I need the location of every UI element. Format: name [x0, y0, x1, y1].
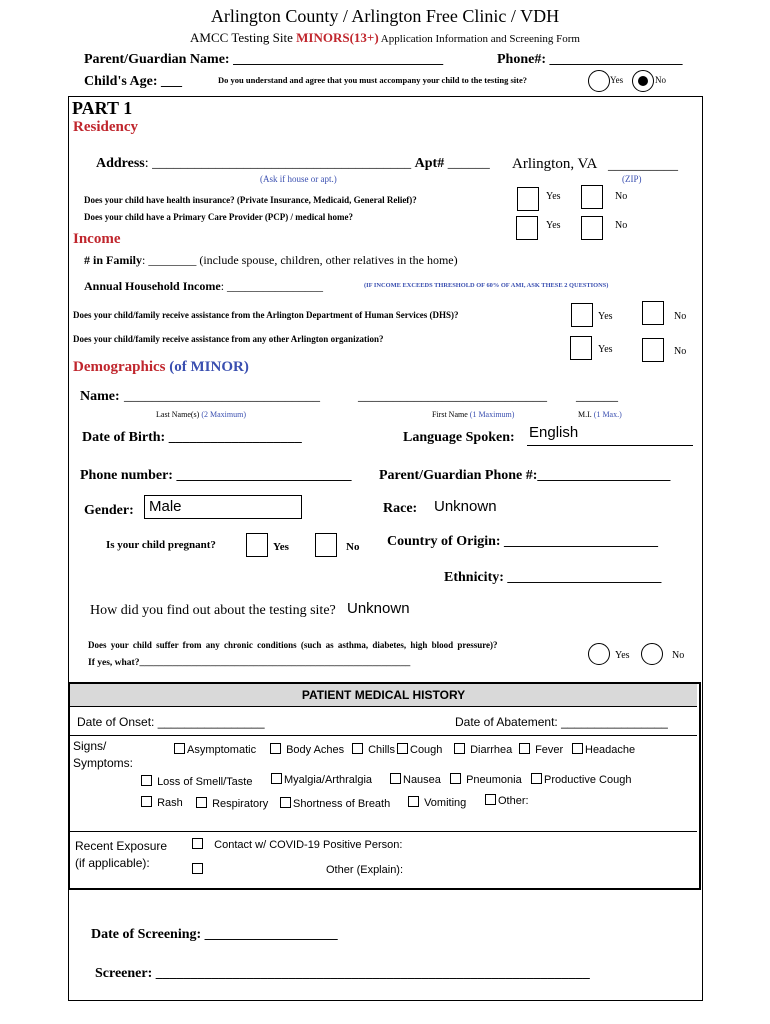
checkbox-icon[interactable] — [572, 743, 583, 754]
dhs-yes-checkbox[interactable] — [571, 303, 593, 327]
mi-note — [578, 410, 622, 419]
pcp-yes-label: Yes — [546, 220, 561, 231]
symptom-body-aches[interactable] — [270, 743, 344, 756]
symptom-chills[interactable] — [352, 743, 395, 756]
annual-label: Annual Household Income — [84, 279, 221, 293]
onset-divider — [70, 735, 697, 736]
subtitle-prefix: AMCC Testing Site — [190, 30, 297, 45]
pregnant-question: Is your child pregnant? — [106, 539, 216, 551]
address-row — [96, 156, 490, 172]
city-label: Arlington, VA — [512, 156, 598, 172]
checkbox-icon[interactable] — [192, 838, 203, 849]
dob-label: Date of Birth: ___________________ — [82, 430, 302, 445]
mi-max: (1 Max.) — [593, 410, 622, 419]
accompany-no-radio[interactable] — [632, 70, 654, 92]
race-label: Race: — [383, 501, 418, 516]
symptom-label: Myalgia/Arthralgia — [284, 774, 373, 786]
mi-note-text: M.I. — [578, 410, 594, 419]
pregnant-no-label: No — [346, 541, 360, 553]
insurance-no-label: No — [615, 191, 628, 202]
checkbox-icon[interactable] — [141, 796, 152, 807]
symptom-other[interactable] — [485, 794, 529, 807]
country-label: Country of Origin: ______________________ — [387, 534, 659, 549]
checkbox-icon[interactable] — [271, 773, 282, 784]
pregnant-no-checkbox[interactable] — [315, 533, 337, 557]
threshold-note: (IF INCOME EXCEEDS THRESHOLD OF 60% OF AMI, ASK THESE 2 QUESTIONS) — [364, 282, 609, 289]
checkbox-icon[interactable] — [141, 775, 152, 786]
symptom-shortness-of-breath[interactable] — [280, 797, 390, 810]
checkbox-icon[interactable] — [270, 743, 281, 754]
symptom-label: Asymptomatic — [187, 744, 257, 756]
checkbox-icon[interactable] — [174, 743, 185, 754]
other-org-yes-label: Yes — [598, 344, 613, 355]
language-field[interactable]: English — [529, 424, 579, 441]
symptom-cough[interactable] — [397, 743, 442, 756]
exposure-label-1: Recent Exposure — [75, 839, 168, 853]
phone-number-label: Phone number: _________________________ — [80, 468, 352, 483]
symptom-fever[interactable] — [519, 743, 563, 756]
race-field[interactable]: Unknown — [434, 498, 497, 515]
checkbox-icon[interactable] — [531, 773, 542, 784]
apt-line[interactable]: ______ — [444, 156, 490, 171]
symptom-label: Vomiting — [424, 797, 467, 809]
annual-line[interactable]: : ________________ — [220, 279, 324, 293]
demographics-title: Demographics — [73, 359, 166, 375]
last-name-note — [156, 410, 246, 419]
checkbox-icon[interactable] — [390, 773, 401, 784]
last-name-max: (2 Maximum) — [201, 410, 246, 419]
symptom-label: Loss of Smell/Taste — [157, 776, 253, 788]
zip-note: (ZIP) — [622, 174, 642, 184]
checkbox-icon[interactable] — [196, 797, 207, 808]
parent-name-label: Parent/Guardian Name: ______________________________ — [84, 52, 444, 67]
checkbox-icon[interactable] — [519, 743, 530, 754]
subtitle-suffix: Application Information and Screening Form — [378, 33, 580, 45]
dhs-no-checkbox[interactable] — [642, 301, 664, 325]
exposure-other-label: Other (Explain): — [326, 864, 404, 876]
other-org-no-label: No — [674, 346, 687, 357]
chronic-if-yes[interactable]: If yes, what?_________________________________________________________ — [88, 658, 411, 668]
found-out-question: How did you find out about the testing site? — [90, 603, 336, 618]
chronic-yes-label: Yes — [615, 650, 630, 661]
screener-label[interactable]: Screener: ______________________________________________________________ — [95, 966, 590, 981]
symptom-vomiting[interactable] — [408, 796, 466, 809]
symptom-label: Fever — [535, 744, 564, 756]
exposure-label-2: (if applicable): — [75, 856, 150, 870]
symptom-label: Headache — [585, 744, 636, 756]
chronic-no-label: No — [672, 650, 685, 661]
form-subtitle — [0, 30, 770, 46]
ethnicity-label: Ethnicity: ______________________ — [444, 570, 662, 585]
income-heading: Income — [73, 231, 121, 247]
accompany-no-label: No — [655, 75, 666, 85]
ask-note: (Ask if house or apt.) — [260, 174, 337, 184]
other-org-yes-checkbox[interactable] — [570, 336, 592, 360]
apt-label: Apt# — [414, 156, 445, 171]
symptom-loss-of-smell[interactable] — [141, 775, 252, 788]
accompany-question: Do you understand and agree that you must accompany your child to the testing site? — [218, 75, 528, 85]
chronic-question: Does your child suffer from any chronic conditions (such as asthma, diabetes, high blood pressure)? — [88, 640, 498, 650]
contact-covid-label: Contact w/ COVID-19 Positive Person: — [214, 839, 403, 851]
zip-line[interactable]: __________ — [608, 158, 678, 173]
symptom-label: Productive Cough — [544, 774, 632, 786]
pcp-question: Does your child have a Primary Care Provider (PCP) / medical home? — [84, 212, 354, 222]
symptom-label: Shortness of Breath — [293, 798, 391, 810]
pcp-no-checkbox[interactable] — [581, 216, 603, 240]
symptom-myalgia[interactable] — [271, 773, 372, 786]
first-name-note-text: First Name — [432, 410, 470, 419]
checkbox-icon[interactable] — [397, 743, 408, 754]
language-label: Language Spoken: — [403, 430, 515, 445]
symptom-pneumonia[interactable] — [450, 773, 522, 786]
chronic-no-radio[interactable] — [641, 643, 663, 665]
first-name-line[interactable]: ___________________________ — [358, 389, 547, 404]
first-name-max: (1 Maximum) — [469, 410, 515, 419]
checkbox-icon[interactable] — [408, 796, 419, 807]
contact-covid-row[interactable] — [192, 838, 402, 851]
insurance-yes-label: Yes — [546, 191, 561, 202]
family-line[interactable]: : ________ (include spouse, children, other relatives in the home) — [142, 253, 458, 267]
checkbox-icon[interactable] — [280, 797, 291, 808]
symptom-label: Rash — [157, 797, 183, 809]
address-line[interactable]: : _____________________________________ — [144, 156, 412, 171]
chronic-yes-radio[interactable] — [588, 643, 610, 665]
symptom-label: Chills — [368, 744, 395, 756]
other-org-no-checkbox[interactable] — [642, 338, 664, 362]
pregnant-yes-checkbox[interactable] — [246, 533, 268, 557]
pcp-yes-checkbox[interactable] — [516, 216, 538, 240]
symptoms-divider — [70, 831, 697, 832]
symptom-diarrhea[interactable] — [454, 743, 512, 756]
name-label: Name: — [80, 389, 120, 404]
address-label: Address — [96, 156, 145, 171]
checkbox-icon[interactable] — [192, 863, 203, 874]
symptom-label: Respiratory — [212, 798, 269, 810]
found-out-field[interactable]: Unknown — [347, 600, 410, 617]
checkbox-icon[interactable] — [485, 794, 496, 805]
insurance-no-checkbox[interactable] — [581, 185, 603, 209]
demographics-subtitle: (of MINOR) — [169, 359, 249, 375]
symptom-label: Pneumonia — [466, 774, 522, 786]
checkbox-icon[interactable] — [454, 743, 465, 754]
parent-phone-label: Parent/Guardian Phone #:___________________ — [379, 468, 671, 483]
dhs-yes-label: Yes — [598, 311, 613, 322]
demographics-heading — [73, 359, 249, 376]
subtitle-minors: MINORS(13+) — [296, 30, 379, 45]
language-underline — [527, 445, 693, 446]
pcp-no-label: No — [615, 220, 628, 231]
child-age-label: Child's Age: ___ — [84, 74, 183, 89]
symptom-label: Other: — [498, 795, 529, 807]
medical-history-heading: PATIENT MEDICAL HISTORY — [70, 684, 697, 707]
symptom-label: Cough — [410, 744, 443, 756]
part1-title: PART 1 — [72, 98, 133, 118]
form-title: Arlington County / Arlington Free Clinic / VDH — [210, 6, 560, 26]
symptom-label: Nausea — [403, 774, 441, 786]
other-org-question: Does your child/family receive assistance from any other Arlington organization? — [73, 334, 384, 344]
signs-label-1: Signs/ — [73, 739, 107, 753]
symptom-label: Body Aches — [286, 744, 345, 756]
screening-date-label[interactable]: Date of Screening: ___________________ — [91, 927, 338, 942]
family-label: # in Family — [84, 253, 143, 267]
symptom-headache[interactable] — [572, 743, 635, 756]
annual-row — [84, 279, 323, 294]
onset-label[interactable]: Date of Onset: ________________ — [77, 715, 265, 729]
symptom-rash[interactable] — [141, 796, 183, 809]
signs-label-2: Symptoms: — [73, 756, 134, 770]
last-name-note-text: Last Name(s) — [156, 410, 202, 419]
insurance-question: Does your child have health insurance? (Private Insurance, Medicaid, General Relief)? — [84, 195, 417, 205]
last-name-line[interactable]: ____________________________ — [124, 389, 320, 404]
pregnant-yes-label: Yes — [273, 541, 289, 553]
insurance-yes-checkbox[interactable] — [517, 187, 539, 211]
checkbox-icon[interactable] — [352, 743, 363, 754]
accompany-yes-radio[interactable] — [588, 70, 610, 92]
mi-line[interactable]: ______ — [576, 389, 618, 404]
symptom-productive-cough[interactable] — [531, 773, 631, 786]
symptom-label: Diarrhea — [470, 744, 513, 756]
dhs-question: Does your child/family receive assistance from the Arlington Department of Human Services (DHS)? — [73, 310, 459, 320]
dhs-no-label: No — [674, 311, 687, 322]
phone-label: Phone#: ___________________ — [497, 52, 683, 67]
exposure-other-checkbox-wrap[interactable] — [192, 863, 205, 876]
first-name-note — [432, 410, 514, 419]
abatement-label[interactable]: Date of Abatement: ________________ — [455, 715, 668, 729]
accompany-yes-label: Yes — [610, 75, 624, 85]
symptom-asymptomatic[interactable] — [174, 743, 256, 756]
symptom-nausea[interactable] — [390, 773, 441, 786]
residency-heading: Residency — [73, 119, 138, 135]
gender-label: Gender: — [84, 503, 134, 518]
checkbox-icon[interactable] — [450, 773, 461, 784]
family-row — [84, 253, 458, 268]
symptom-respiratory[interactable] — [196, 797, 268, 810]
gender-field[interactable]: Male — [144, 495, 302, 519]
